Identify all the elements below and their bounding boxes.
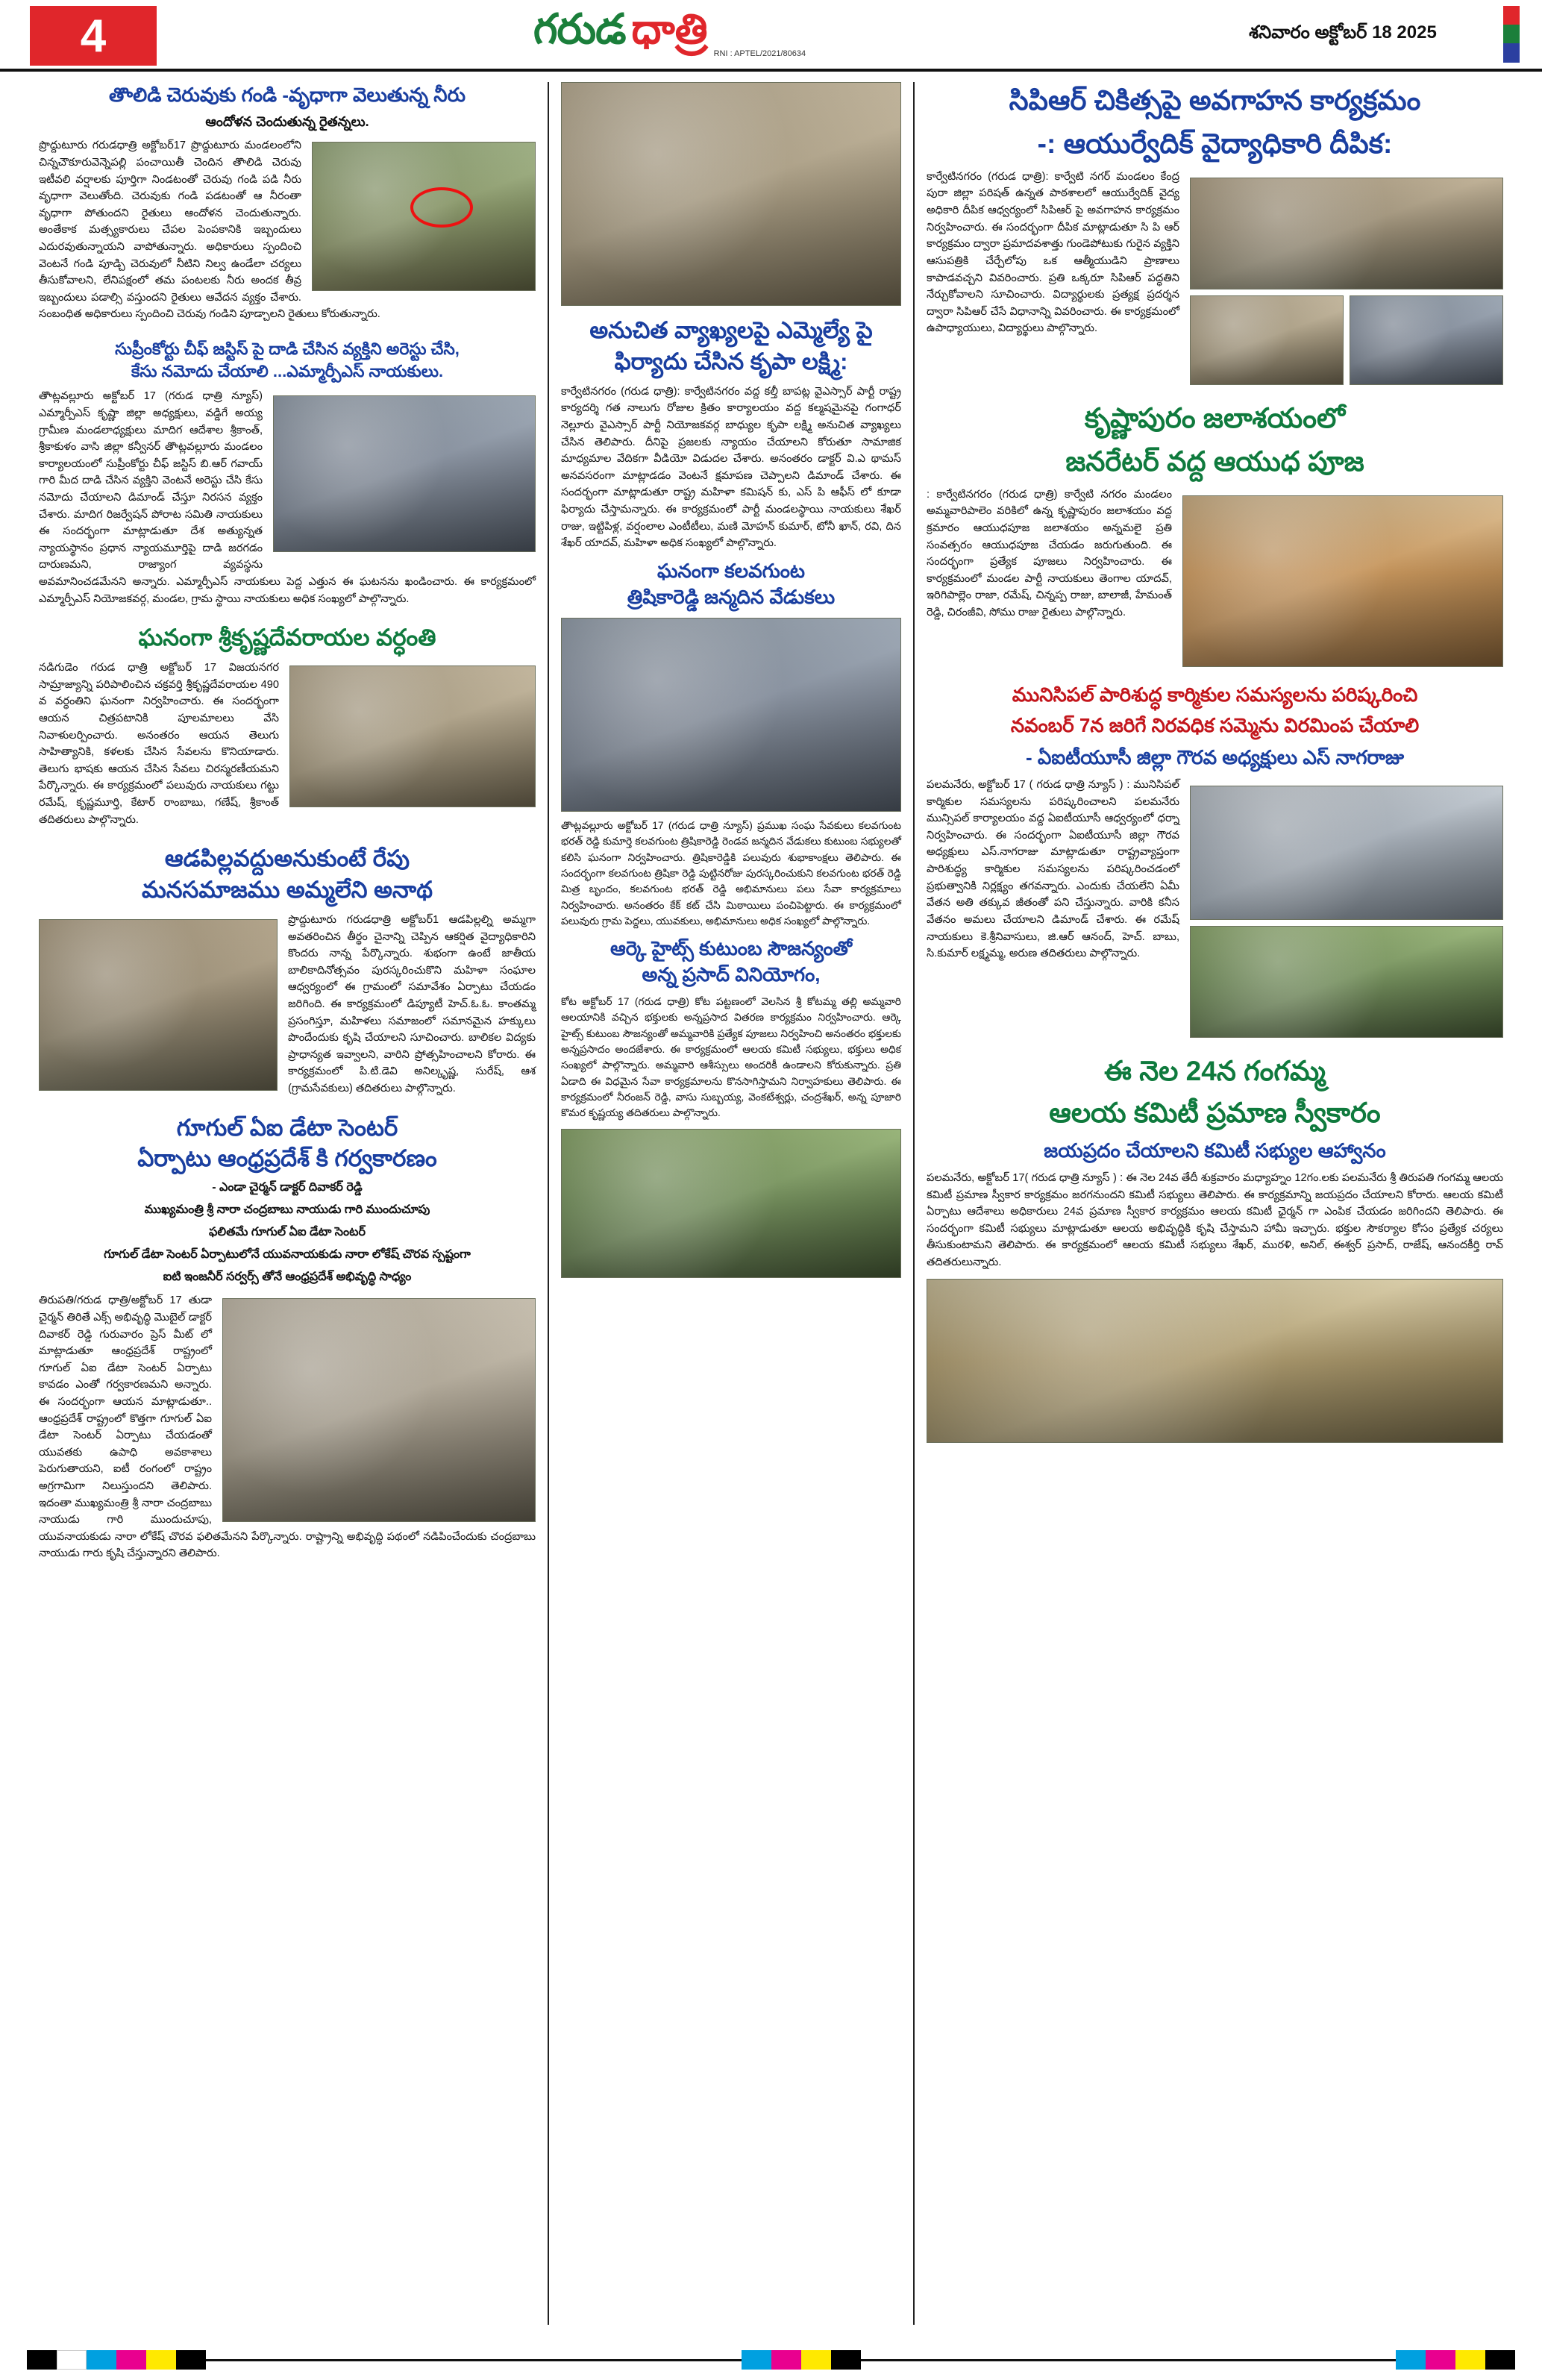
color-swatch-black-4 [1485, 2350, 1515, 2370]
article-body: ప్రొద్దుటూరు గరుడధాత్రి అక్టోబర్1 ఆడపిల్లల్ని అమ్మగా అవతరించిన తీర్థం చైనాన్ని చెప్పిన ఆకర్షిత వైద్యాధికారిని కొందరు నాన్న పేర్కొన్నారు. శుభంగా ఉంటే జాతీయ బాలికాదినోత్సవం పురస్కరించుకొని మహిళా సంఘాల ఆధ్వర్యంలో ఈ గ్రామంలో సమావేశం ఏర్పాటు చేయడం జరిగింది. ఈ కార్యక్రమంలో డిప్యూటీ హెచ్.ఓ.ఓ. కాంతమ్మ ప్రసంగిస్తూ, మహిళలు సమాజంలో సమానమైన హక్కులు పొందేందుకు కృషి చేయాలని సూచించారు. బాలికల విద్యకు ప్రాధాన్యత ఇవ్వాలని, వారిని ప్రోత్సహించాలని కోరారు. ఈ కార్యక్రమంలో పి.టి.డెవి అనిల్కృష్ణ, సురేష్, ఆశ (గ్రామసేవకులు) తదితరులు పాల్గొన్నారు. [288, 913, 536, 1095]
article-headline-line2: అన్న ప్రసాద్ వినియోగం, [642, 962, 821, 986]
color-swatch-yellow-2 [801, 2350, 831, 2370]
article-municipal-workers-strike [927, 682, 1503, 1044]
article-headline-line1: ఈ నెల 24న గంగమ్మ [1104, 1056, 1326, 1087]
article-photo-meeting [289, 666, 536, 807]
article-headline-line2: ఆలయ కమిటీ ప్రమాణ స్వీకారం [1049, 1097, 1381, 1128]
article-birthday-celebration [561, 558, 901, 930]
article-ayudha-pooja [927, 400, 1503, 673]
article-photo-womens-meeting [39, 919, 278, 1091]
article-google-data-center [39, 1112, 536, 1568]
article-headline-line1: గూగుల్ ఏఐ డేటా సెంటర్ [176, 1114, 398, 1141]
article-photo-group-pooja [1182, 495, 1503, 667]
article-girl-child [39, 843, 536, 1103]
article-headline-line2: ఫిర్యాదు చేసిన కృపా లక్ష్మి: [614, 348, 848, 375]
article-supreme-court-attack [39, 338, 536, 613]
masthead-logo [157, 0, 1182, 69]
column-2 [549, 82, 915, 2325]
article-headline-line2: నవంబర్ 7న జరిగే నిరవధిక సమ్మెను విరమింప చేయాలి [1010, 713, 1420, 736]
logo-subtext: RNI : APTEL/2021/80634 [713, 49, 806, 58]
article-photo-press-meet [222, 1298, 536, 1522]
article-byline-3: ఫలితమే గూగుల్ ఏఐ డేటా సెంటర్ [208, 1226, 366, 1239]
photo-sanitation-workers [1190, 926, 1503, 1038]
color-swatch-magenta [116, 2350, 146, 2370]
article-byline-5: ఐటి ఇంజనీర్ సర్వర్స్ తోనే ఆంధ్రప్రదేశ్ అభివృద్ధి సాధ్యం [163, 1271, 412, 1284]
article-body: కోట అక్టోబర్ 17 (గరుడ ధాత్రి) కోట పట్టణంలో వెలసిన శ్రీ కోటమ్మ తల్లి అమ్మవారి ఆలయానికి వచ్చిన భక్తులకు అన్నప్రసాద వితరణ కార్యక్రమం నిర్వహించారు. ఆర్కె హైట్స్ కుటుంబ సౌజన్యంతో అమ్మవారికి ప్రత్యేక పూజలు నిర్వహించి అనంతరం భక్తులకు అన్నప్రసాదం అందజేశారు. ఈ కార్యక్రమంలో ఆలయ కమిటీ సభ్యులు, భక్తులు అధిక సంఖ్యలో పాల్గొన్నారు. అమ్మవారి ఆశీస్సులు అందరికీ ఉండాలని కోరుకున్నారు. ప్రతి ఏడాది ఈ విధమైన సేవా కార్యక్రమాలను కొనసాగిస్తామని నిర్వాహకులు తెలిపారు. ఈ కార్యక్రమంలో నీరంజన్ రెడ్డి, వాసు సుబ్బయ్య, వెంకటేశ్వర్లు, చంద్రశేఖర్, అన్న పూజారి కొమర కృష్ణయ్య తదితరులు పాల్గొన్నారు. [561, 995, 901, 1119]
color-swatch-cyan-2 [742, 2350, 771, 2370]
article-body: కార్వేటినగరం (గరుడ ధాత్రి): కార్వేటినగరం వద్ద కల్తీ బాపట్ల వైఎస్సార్ పార్టీ రాష్ట్ర కార్యదర్శి గత నాలుగు రోజుల క్రితం కార్యాలయం వద్ద కల్మషమైనపై గంగాధర్ నెల్లూరు వైఎస్సార్ పార్టీ నియోజకవర్గ బాధ్యుల కృపా లక్ష్మి అనుచిత వ్యాఖ్యలు చేసిన తెలిపారు. దీనిపై ప్రజలకు న్యాయం చేయాలని కోరుతూ సామాజిక మాధ్యమాల వేదికగా వీడియో విడుదల చేశారు. అనంతరం డాక్టర్ వి.ఎ థామస్ అనవసరంగా మాట్లాడడం వెంటనే క్షమాపణ చెప్పాలని డిమాండ్ చేశారు. ఈ సందర్భంగా మాట్లాడుతూ రాష్ట్ర మహిళా కమిషన్ కు, ఎస్ పి ఆఫీస్ లో కూడా ఫిర్యాదు చేస్తామన్నారు. ఈ కార్యక్రమంలో పార్టీ మండలస్థాయి నాయకులు శేఖర్ రాజు, ఇట్టిపిళ్ల, వర్షంలాల ఎంటీటీలు, మణి మోహన్ కుమార్, టోనీ ఖాన్, రవి, దిన శేఖర్ యాదవ్, మహిళా అధిక సంఖ్యలో పాల్గొన్నారు. [561, 385, 901, 550]
article-headline: ఘనంగా శ్రీకృష్ణదేవరాయల వర్ధంతి [138, 624, 436, 651]
article-headline: తొాలిడి చెరువుకు గండి -వృధాగా వెలుతున్న నీరు [109, 84, 466, 106]
article-subhead: ఆందోళన చెందుతున్న రైతన్నలు. [205, 114, 369, 130]
article-headline-line1: కృష్ణాపురం జలాశయంలో [1084, 402, 1346, 433]
article-byline-1: - ఎండా చైర్మన్ డాక్టర్ దివాకర్ రెడ్డి [212, 1181, 363, 1194]
article-headline-line2: -: ఆయుర్వేదిక్ వైద్యాధికారి దీపిక: [1037, 128, 1393, 159]
article-body: ప్రొద్దుటూరు గరుడధాత్రి అక్టోబర్17 ప్రొద్దుటూరు మండలంలోని చిన్నచౌకూరువెన్నెపల్లి పంచాయితీ చెందిన తొాలిడి చెరువు ఇటీవలి వర్షాలకు పూర్తిగా నిండటంతో చెరువు గండి పడి నీరు వృధాగా వెలుతోంది. చెరువుకు గండి పడటంతో ఆ నీరంతా వృధాగా పోతుందని రైతులు ఆందోళన చెందుతున్నారు. అంతేకాక మత్స్యకారులు చేపల పెంపకానికి ఇబ్బందులు ఎదురవుతున్నాయని వాపోతున్నారు. అధికారులు స్పందించి వెంటనే గండి పూడ్చి చెరువులో నీటిని నిల్వ ఉండేలా చర్యలు తీసుకోవాలని, లేనిపక్షంలో తమ పంటలకు నీరు అందక తీవ్ర ఇబ్బందులు పడాల్సి వస్తుందని రైతులు ఆవేదన వ్యక్తం చేశారు. సంబంధిత అధికారులు స్పందించి చెరువు గండిని పూడ్చాలని రైతులు కోరుతున్నారు. [39, 140, 380, 321]
color-swatch-black-3 [831, 2350, 861, 2370]
article-photo-group-strike [1190, 786, 1503, 1038]
article-photo-protest-group [273, 395, 536, 552]
registration-line-2 [861, 2359, 1397, 2361]
photo-cpr-demo-2 [1350, 295, 1503, 385]
article-photo-birthday-gathering [561, 618, 901, 812]
color-swatch-cyan-3 [1396, 2350, 1426, 2370]
highlight-circle-marker [410, 187, 473, 228]
masthead-color-stripe [1503, 6, 1520, 63]
color-swatch-black [27, 2350, 57, 2370]
article-body: తిరుపతి/గరుడ ధాత్రి/అక్టోబర్ 17 తుడా చైర్మన్ తిరితే ఎక్స్ అభివృద్ధి మొబైల్ డాక్టర్ దివాకర్ రెడ్డి గురువారం ప్రెస్ మీట్ లో మాట్లాడుతూ ఆంధ్రప్రదేశ్ రాష్ట్రంలో గూగుల్ ఏఐ డేటా సెంటర్ ఏర్పాటు కావడం ఎంతో గర్వకారణమని అన్నారు. ఈ సందర్భంగా ఆయన మాట్లాడుతూ.. ఆంధ్రప్రదేశ్ రాష్ట్రంలో కొత్తగా గూగుల్ ఏఐ డేటా సెంటర్ ఏర్పాటు చేయడంతో యువతకు ఉపాధి అవకాశాలు పెరుగుతాయని, ఐటీ రంగంలో రాష్ట్రం అగ్రగామిగా నిలుస్తుందని తెలిపారు. ఇదంతా ముఖ్యమంత్రి శ్రీ నారా చంద్రబాబు నాయుడు గారి ముందుచూపు, యువనాయకుడు నారా లోకేష్ చొరవ ఫలితమేనని పేర్కొన్నారు. రాష్ట్రాన్ని అభివృద్ధి పథంలో నడిపించేందుకు చంద్రబాబు నాయుడు గారు కృషి చేస్తున్నారని తెలిపారు. [39, 1294, 536, 1560]
logo-primary-text: గరుడ [533, 5, 626, 52]
article-photo-lake [312, 142, 536, 291]
article-headline-line1: ఘనంగా కలవగుంట [656, 559, 805, 582]
article-headline-line2: త్రిషికారెడ్డి జన్మదిన వేడుకలు [627, 585, 836, 608]
print-registration-bar [27, 2350, 1515, 2370]
color-swatch-magenta-2 [771, 2350, 801, 2370]
masthead [0, 0, 1542, 72]
article-headline-line1: మునిసిపల్ పారిశుద్ధ కార్మికుల సమస్యలను పరిష్కరించి [1012, 683, 1418, 706]
photo-cpr-demo-1 [1190, 295, 1344, 385]
article-cpr-awareness [927, 82, 1503, 391]
article-body: తొాట్లవల్లూరు అక్టోబర్ 17 (గరుడ ధాత్రి న్యూస్) ప్రముఖ సంఘ సేవకులు కలవగుంట భరత్ రెడ్డి కుమార్తె కలవగుంట త్రిషికారెడ్డి రెండవ జన్మదిన వేడుకలు కుటుంబ సభ్యులతో కలిసి ఘనంగా నిర్వహించారు. త్రిషికారెడ్డికి పలువురు శుభాకాంక్షలు తెలిపారు. ఈ సందర్భంగా కలవగుంట త్రిషికా రెడ్డి పుట్టినరోజు పురస్కరించుకుని కలవగుంట భరత్ రెడ్డి మిత్ర బృందం, కలవగుంట భరత్ రెడ్డి అభిమానులు పలు సేవా కార్యక్రమాలు నిర్వహించారు. అనంతరం కేక్ కట్ చేసి మిఠాయిలు పంచిపెట్టారు. ఈ కార్యక్రమంలో పలువురు గ్రామ పెద్దలు, యువకులు, అభిమానులు అధిక సంఖ్యలో పాల్గొన్నారు. [561, 819, 901, 927]
photo-classroom-session [1190, 178, 1503, 289]
article-subhead: జయప్రదం చేయాలని కమిటీ సభ్యుల ఆహ్వానం [1044, 1139, 1386, 1162]
column-3 [915, 82, 1515, 2325]
article-tholadi-cheruvu [39, 82, 536, 329]
article-headline-line2: మనసమాజము అమ్మలేని అనాథ [142, 877, 433, 904]
article-body: కార్వేటినగరం (గరుడ ధాత్రి): కార్వేటి నగర్ మండలం కేంద్ర పురా జిల్లా పరిషత్ ఉన్నత పాఠశాలలో ఆయుర్వేదిక్ వైద్య అధికారి దీపిక ఆధ్వర్యంలో సిపిఆర్ పై అవగాహన కార్యక్రమం నిర్వహించారు. ఈ సందర్భంగా దీపిక మాట్లాడుతూ సి పి ఆర్ కార్యక్రమం ద్వారా ప్రమాదవశాత్తు గుండెపోటుకు గురైన వ్యక్తిని ఆసుపత్రికి చేర్చేలోపు ఒక ఆత్మీయుడిని ప్రాణాలు కాపాడవచ్చని వివరించారు. ప్రతి ఒక్కరూ సిపిఆర్ పద్ధతిని నేర్చుకోవాలని సూచించారు. విద్యార్థులకు ప్రత్యక్ష ప్రదర్శన ద్వారా సిపిఆర్ చేసే విధానాన్ని వివరించారు. ఈ కార్యక్రమంలో ఉపాధ్యాయులు, విద్యార్థులు పాల్గొన్నారు. [927, 170, 1179, 335]
article-body: పలమనేరు, అక్టోబర్ 17( గరుడ ధాత్రి న్యూస్ ) : ఈ నెల 24వ తేదీ శుక్రవారం మధ్యాహ్నం 12గం.లకు పలమనేరు శ్రీ తిరుపతి గంగమ్మ ఆలయ కమిటీ ప్రమాణ స్వీకార కార్యక్రమం జరగనుందని కమిటీ సభ్యులు తెలిపారు. ఈ కార్యక్రమాన్ని జయప్రదం చేయాలని కోరారు. ఆలయ కమిటీ ఏర్పాటు ఆదేశాలు అధికారులు 24వ ప్రమాణ స్వీకార కార్యక్రమం ఆలయ కమిటీ ఛైర్మన్ గా ఎంపిక చేయడం జరిగిందని తెలిపారు. ఈ సందర్భంగా కమిటీ సభ్యులు మాట్లాడుతూ ఆలయ అభివృద్ధికి కృషి చేస్తామని హామీ ఇచ్చారు. భక్తుల సౌకర్యాల కోసం ప్రత్యేక చర్యలు తీసుకుంటామని తెలిపారు. ఈ కార్యక్రమంలో ఆలయ కమిటీ సభ్యులు శేఖర్, మురళి, అనిల్, ఈశ్వర్ ప్రసాద్, రాజేష్, ఆనందకీర్తి రావ్ తదితరులున్నారు. [927, 1172, 1503, 1269]
color-swatch-black-2 [176, 2350, 206, 2370]
article-body: : కార్వేటినగరం (గరుడ ధాత్రి) కార్వేటి నగరం మండలం అమ్మవారిపాలెం వరికిలో ఉన్న కృష్ణాపురం జలాశయం వద్ద క్రమారం ఆయుధపూజ జలాశయం అన్నమలై ప్రతి సంవత్సరం ఆయుధపూజ చేయడం జరుగుతుంది. ఈ సందర్భంగా ప్రత్యేక పూజలు నిర్వహించారు. ఈ కార్యక్రమంలో మండల పార్టీ నాయకులు తెంగాల యాదవ్, ఇరిగిపాల్లెం రాజా, రమేష్, చిన్నప్ప రాజు, బాలాజీ, హేమంత్ రెడ్డి, చిరంజీవి, సోము రాజు రైతులు పాల్గొన్నారు. [927, 488, 1172, 619]
article-headline-line1: అనుచిత వ్యాఖ్యలపై ఎమ్మెల్యే పై [589, 317, 873, 343]
color-swatch-cyan [87, 2350, 116, 2370]
color-swatch-white [57, 2350, 87, 2370]
page-number: 4 [30, 6, 157, 66]
article-byline-4: గూగుల్ డేటా సెంటర్ ఏర్పాటులోనే యువనాయకుడు నారా లోకేష్ చొరవ స్పష్టంగా [104, 1248, 471, 1262]
article-gangamma-temple-committee [927, 1053, 1503, 1443]
article-headline-line1: సుప్రీంకోర్టు చీఫ్ జస్టిస్ పై దాడి చేసిన వ్యక్తిని అరెస్టు చేసి, [115, 339, 460, 358]
article-annaprasad [561, 936, 901, 1278]
article-headline-line1: సిపిఆర్ చికిత్సపై అవగాహన కార్యక్రమం [1009, 85, 1421, 116]
article-body: పలమనేరు, అక్టోబర్ 17 ( గరుడ ధాత్రి న్యూస్ ) : మునిసిపల్ కార్మికుల సమస్యలను పరిష్కరించాలని పలమనేరు మున్సిపల్ కార్యాలయం వద్ద ఏఐటీయూసీ ఆధ్వర్యంలో ధర్నా నిర్వహించారు. ఈ సందర్భంగా ఏఐటీయూసీ జిల్లా గౌరవ అధ్యక్షులు ఎస్.నాగరాజు మాట్లాడుతూ రాష్ట్రవ్యాప్తంగా పారిశుద్ధ్య కార్మికుల సమస్యలను పరిష్కరించడంలో ప్రభుత్వానికి నిర్లక్ష్యం తగవన్నారు. ఎందుకు చేయలేని ఏమీ వేతన అతి తక్కువ జీతంతో పని చేస్తున్నారు. వారికి కనీస వేతనం అమలు చేయాలని డిమాండ్ చేశారు. ఈ రమేష్ నాయకులు కె.శ్రీనివాసులు, జి.ఆర్ ఆనంద్, హెచ్. బాబు, సి.కుమార్ లక్ష్మమ్మ, అరుణ తదితరులు పాల్గొన్నారు. [927, 779, 1179, 960]
article-photo-committee-meeting [927, 1279, 1503, 1443]
masthead-date: శనివారం అక్టోబర్ 18 2025 [1249, 22, 1437, 43]
article-body: నడిగుడెం గరుడ ధాత్రి అక్టోబర్ 17 విజయనగర సామ్రాజ్యాన్ని పరిపాలించిన చక్రవర్తి శ్రీకృష్ణదేవరాయల 490 వ వర్ధంతిని ఘనంగా నిర్వహించారు. ఈ సందర్భంగా ఆయన చిత్రపటానికి పూలమాలలు వేసి నివాళులర్పించారు. అనంతరం ఆయన తెలుగు సాహిత్యానికి, కళలకు చేసిన సేవలను కొనియాడారు. తెలుగు భాషకు ఆయన చేసిన సేవలు చిరస్మరణీయమని పేర్కొన్నారు. ఈ కార్యక్రమంలో పలువురు నాయకులు గట్టు రమేష్, కృష్ణమూర్తి, కేటార్ రాంబాబు, గణేష్, శ్రీకాంత్ తదితరులు పాల్గొన్నారు. [39, 662, 279, 826]
article-headline-line2: కేసు నమోదు చేయాలి ...ఎమ్మార్పీఎస్ నాయకులు. [131, 361, 444, 381]
article-headline-line1: ఆడపిల్లవద్దుఅనుకుంటే రేపు [164, 845, 410, 872]
photo-temple-building [1190, 786, 1503, 920]
article-krishnadevaraya-anniversary [39, 622, 536, 834]
article-photo-group-cpr [1190, 178, 1503, 385]
logo-secondary-text: ధాత్రి [631, 5, 708, 52]
color-swatch-magenta-3 [1426, 2350, 1455, 2370]
page-columns [0, 72, 1542, 2325]
article-headline-line1: ఆర్కె హైట్స్ కుటుంబ సౌజన్యంతో [609, 936, 853, 959]
article-mla-remarks-complaint [561, 315, 901, 552]
article-headline-line3: - ఏఐటీయూసీ జిల్లా గౌరవ అధ్యక్షులు ఎస్ నాగరాజు [1025, 745, 1405, 768]
registration-line-1 [206, 2359, 742, 2361]
column2-photo-cheque-presentation [561, 82, 901, 306]
column-1 [27, 82, 549, 2325]
color-swatch-yellow [146, 2350, 176, 2370]
photo-pooja-ceremony [1182, 495, 1503, 667]
article-headline-line2: ఏర్పాటు ఆంధ్రప్రదేశ్ కి గర్వకారణం [137, 1145, 437, 1172]
color-swatch-yellow-3 [1455, 2350, 1485, 2370]
article-byline-2: ముఖ్యమంత్రి శ్రీ నారా చంద్రబాబు నాయుడు గారి ముందుచూపు [144, 1203, 430, 1217]
article-headline-line2: జనరేటర్ వద్ద ఆయుధ పూజ [1065, 445, 1364, 477]
article-body: తొాట్లవల్లూరు అక్టోబర్ 17 (గరుడ ధాత్రి న్యూస్) ఎమ్మార్పీఎస్ కృష్ణా జిల్లా అధ్యక్షులు, వడ్డిగే అయ్య గ్రామీణ మండలాధ్యక్షులు మాదిగ ఆదేశాల శ్రీకాంత్, శ్రీకాకుళం వాసి జిల్లా కన్వీనర్ తొాట్లవల్లూరు మండలం కార్యాలయంలో సుప్రీంకోర్టు చీఫ్ జస్టిస్ బి.ఆర్ గవాయ్ గారి మీద దాడి చేసిన వ్యక్తిని వెంటనే అరెస్టు చేసి కేసు నమోదు చేయాలని డిమాండ్ చేస్తూ నిరసన వ్యక్తం చేశారు. మాదిగ రిజర్వేషన్ పోరాట సమితి నాయకులు ఈ సందర్భంగా మాట్లాడుతూ దేశ అత్యున్నత న్యాయస్థానం ప్రధాన న్యాయమూర్తిపై దాడి జరగడం దారుణమని, రాజ్యాంగ వ్యవస్థను అవమానించడమేనని అన్నారు. ఎమ్మార్పీఎస్ నాయకులు పెద్ద ఎత్తున ఈ ఘటనను ఖండించారు. ఈ కార్యక్రమంలో ఎమ్మార్పీఎస్ నియోజకవర్గ, మండల, గ్రామ స్థాయి నాయకులు అధిక సంఖ్యలో పాల్గొన్నారు. [39, 390, 536, 605]
article-photo-food-distribution [561, 1129, 901, 1278]
